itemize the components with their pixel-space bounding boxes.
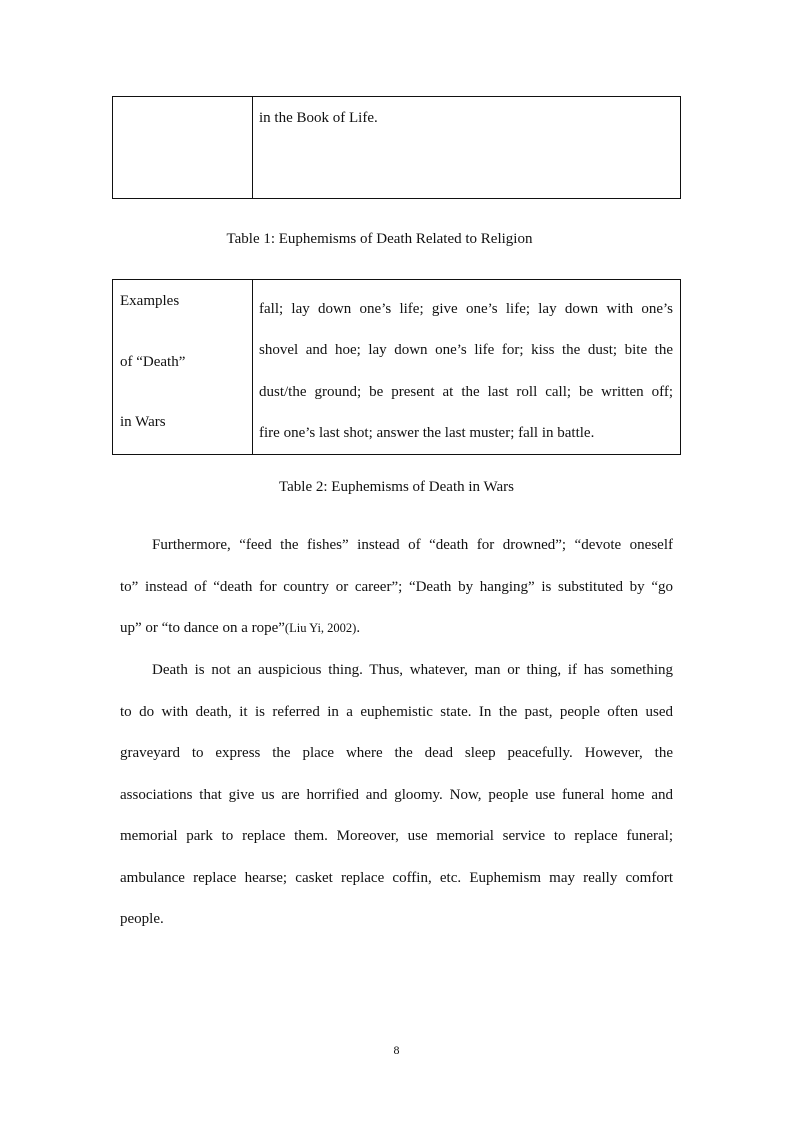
paragraph-2-line-3: graveyard to express the place where the dead sleep peacefully. However, the: [120, 745, 673, 761]
paragraph-1-line-3-text: up” or “to dance on a rope”: [120, 620, 285, 636]
table-content-text: [253, 280, 680, 454]
label-line-1: Examples: [120, 293, 180, 309]
content-line-3: dust/the ground; be present at the last roll call; be written off;: [259, 383, 673, 400]
table2-caption: Table 2: Euphemisms of Death in Wars: [279, 479, 514, 495]
paragraph-2-line-5: memorial park to replace them. Moreover, use memorial service to replace funeral;: [120, 828, 673, 844]
table-label-cell: [113, 280, 253, 455]
table-cell-left-text: [113, 97, 252, 107]
table1-caption: Table 1: Euphemisms of Death Related to Religion: [226, 231, 533, 247]
label-line-3: in Wars: [120, 414, 166, 430]
paragraph-2-line-7: people.: [120, 911, 164, 927]
table-row: [113, 280, 681, 455]
citation: (Liu Yi, 2002): [284, 621, 357, 635]
table-cell-left: [113, 97, 253, 199]
paragraph-1-line-3: [120, 608, 673, 650]
table-cell-right: [253, 97, 681, 199]
table-content-cell: [253, 280, 681, 455]
paragraph-1-line-1: Furthermore, “feed the fishes” instead of “death for drowned”; “devote oneself: [152, 537, 673, 553]
paragraph-2-line-4: associations that give us are horrified and gloomy. Now, people use funeral home and: [120, 786, 673, 803]
paragraph-1: [120, 525, 673, 650]
page-number: 8: [393, 1043, 400, 1057]
paragraph-2: [120, 650, 673, 941]
content-line-2: shovel and hoe; lay down one’s life for; kiss the dust; bite the: [259, 342, 673, 359]
content-line-1: fall; lay down one’s life; give one’s life; lay down with one’s: [259, 301, 673, 317]
table-death-in-wars: [112, 279, 681, 455]
paragraph-2-line-6: ambulance replace hearse; casket replace coffin, etc. Euphemism may really comfort: [120, 869, 673, 886]
paragraph-2-line-1: Death is not an auspicious thing. Thus, whatever, man or thing, if has something: [152, 662, 673, 678]
paragraph-2-line-2: to do with death, it is referred in a euphemistic state. In the past, people often used: [120, 703, 673, 720]
paragraph-1-end: .: [356, 620, 361, 636]
content-line-4: fire one’s last shot; answer the last muster; fall in battle.: [259, 424, 595, 441]
table-row: [113, 97, 681, 199]
table-continuation: [112, 96, 681, 199]
paragraph-1-line-2: to” instead of “death for country or career”; “Death by hanging” is substituted by “go: [120, 578, 673, 595]
table-cell-right-text: in the Book of Life.: [259, 110, 378, 126]
label-line-2: of “Death”: [120, 354, 186, 370]
